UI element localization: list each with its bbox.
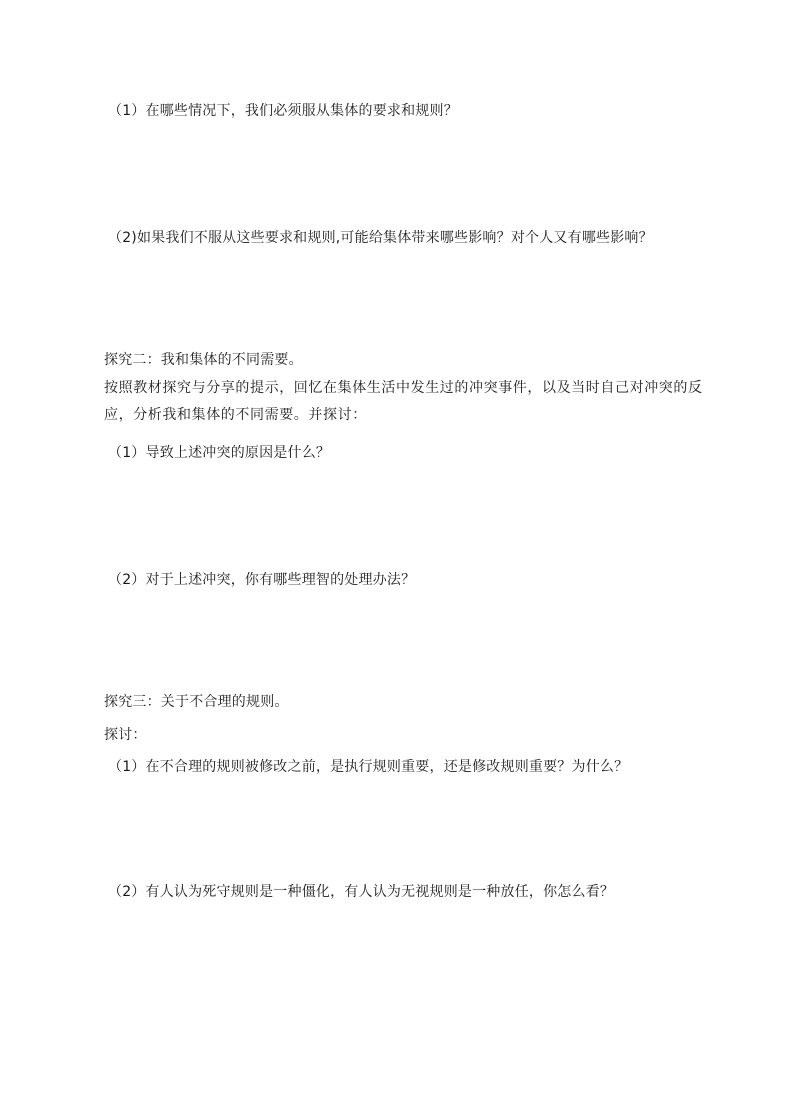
explore-two-intro: 按照教材探究与分享的提示，回忆在集体生活中发生过的冲突事件，以及当时自己对冲突的反应，分析我和集体的不同需要。并探讨： [104, 380, 703, 423]
question-conflict-solution: （2）对于上述冲突，你有哪些理智的处理办法？ [108, 572, 416, 588]
question-execute-or-modify: （1）在不合理的规则被修改之前，是执行规则重要，还是修改规则重要？为什么？ [108, 759, 629, 775]
section-heading-explore-two: 探究二：我和集体的不同需要。 [104, 352, 303, 368]
question-must-obey: （1）在哪些情况下，我们必须服从集体的要求和规则？ [108, 103, 458, 119]
section-heading-explore-three: 探究三：关于不合理的规则。 [104, 694, 289, 710]
question-conflict-cause: （1）导致上述冲突的原因是什么？ [108, 445, 331, 461]
question-disobey-impact: （2)如果我们不服从这些要求和规则,可能给集体带来哪些影响？对个人又有哪些影响？ [108, 230, 653, 246]
question-rigid-vs-lax: （2）有人认为死守规则是一种僵化，有人认为无视规则是一种放任，你怎么看？ [108, 884, 615, 900]
discussion-label: 探讨： [104, 727, 147, 743]
